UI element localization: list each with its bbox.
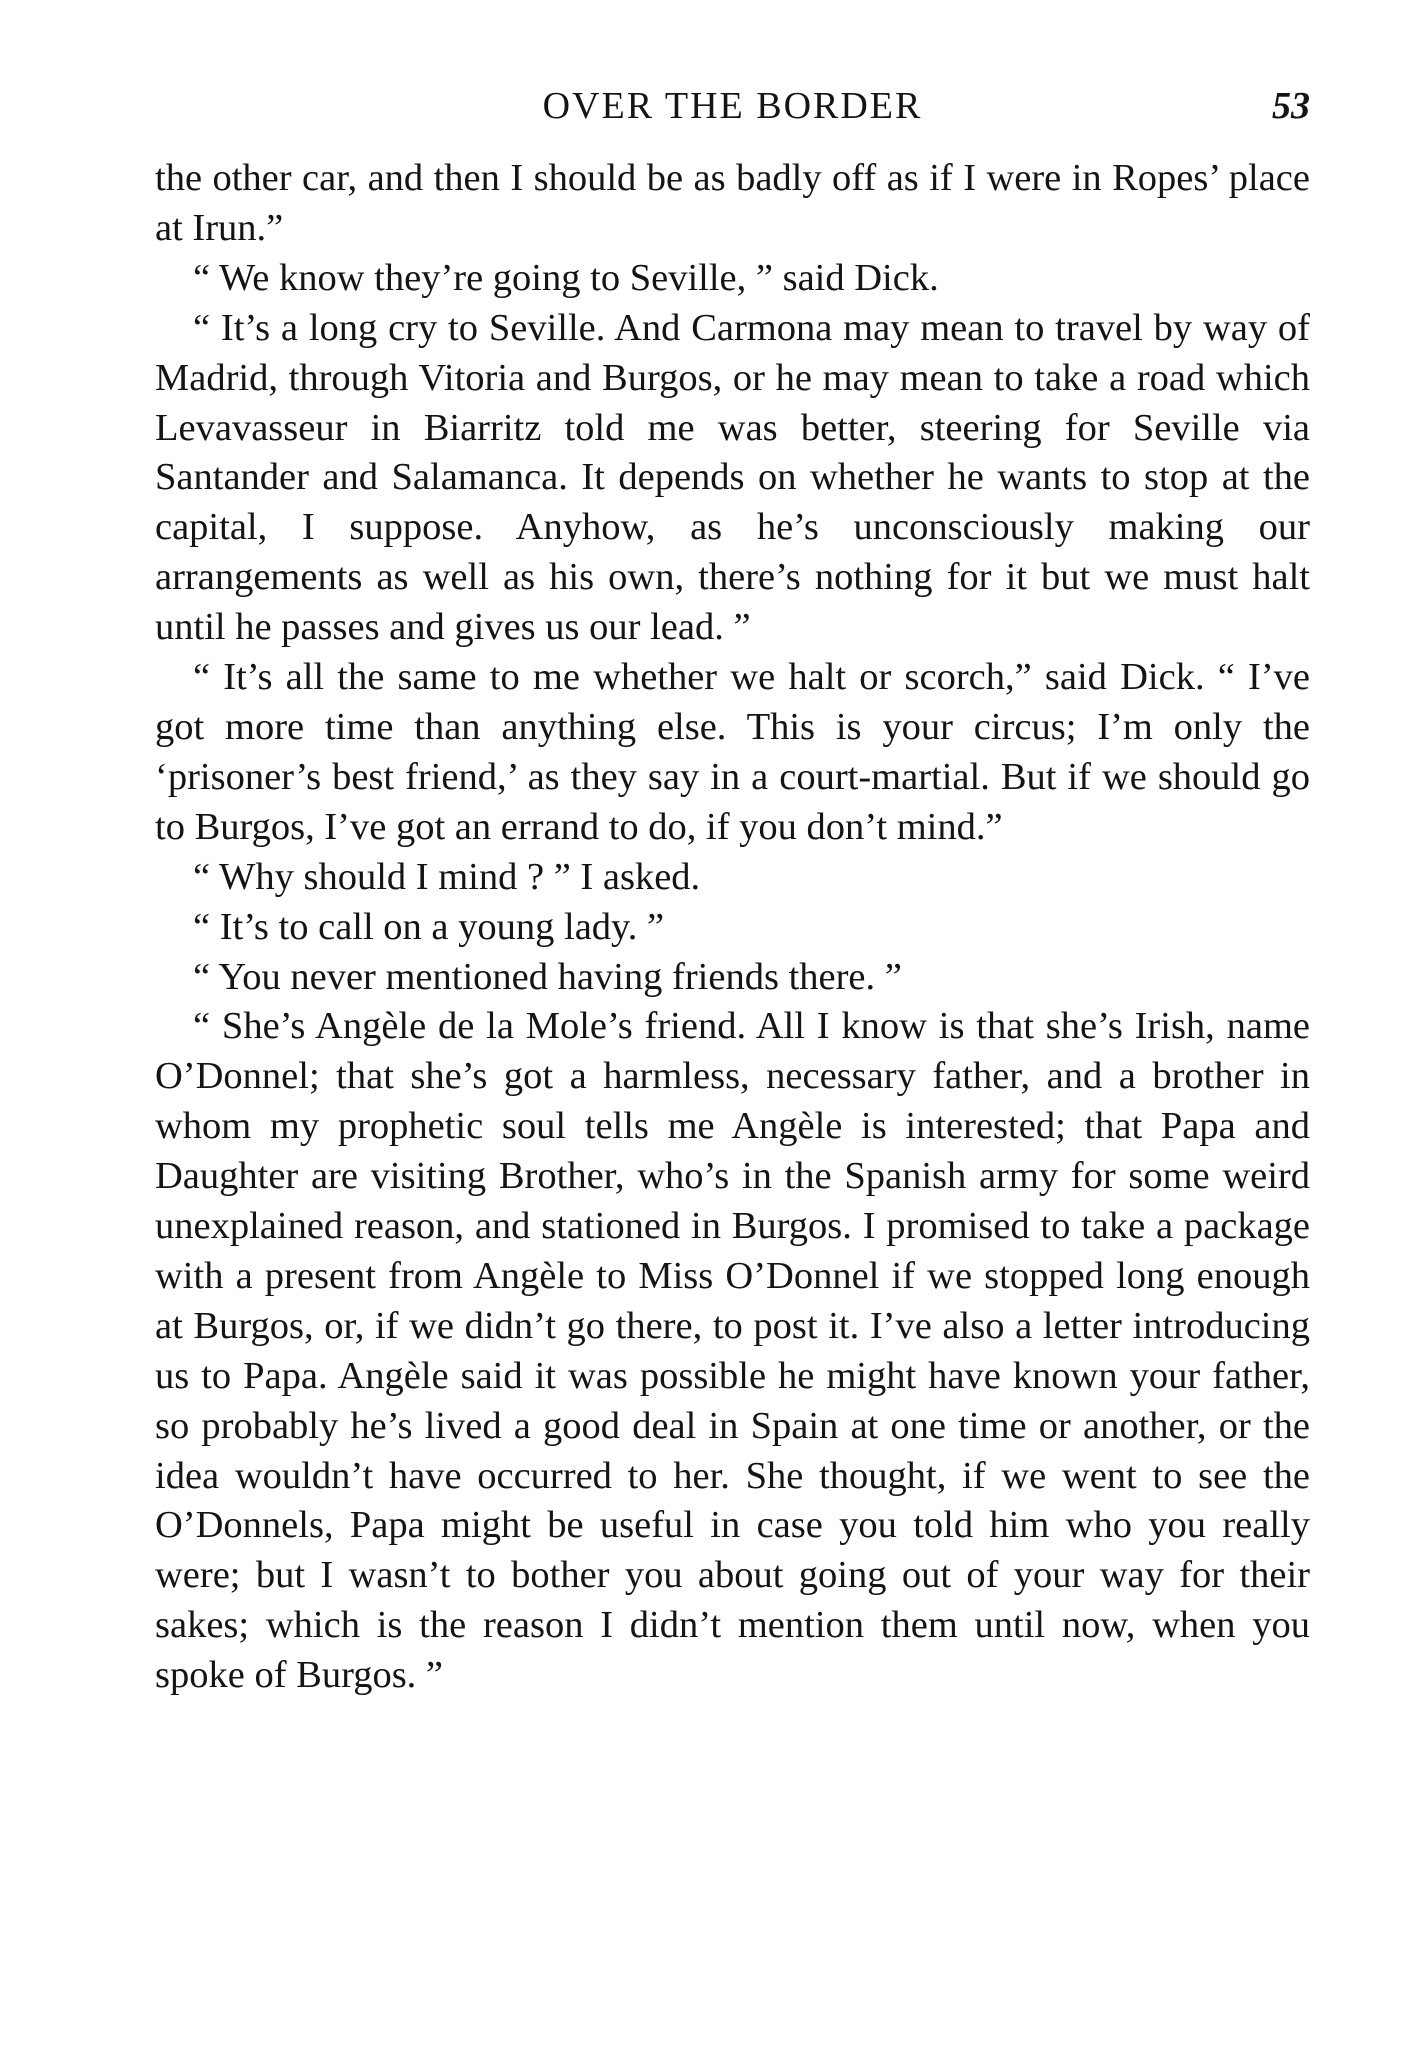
- paragraph-2: “ We know they’re going to Seville, ” said Dick.: [193, 256, 939, 299]
- paragraph-8: “ She’s Angèle de la Mole’s friend. All I know is that she’s Irish, name O’Donnel; that she’s got a harmless, necessary father, and a brother in whom my prophetic soul tells me Angèle is interested; that Papa and Daughter are visiting Brother, who’s in the Spanish army for some weird unexplained reason, and stationed in Burgos. I promised to take a package with a present from Angèle to Miss O’Donnel if we stopped long enough at Burgos, or, if we didn’t go there, to post it. I’ve also a letter introducing us to Papa. Angèle said it was possible he might have known your father, so probably he’s lived a good deal in Spain at one time or another, or the idea wouldn’t have occurred to her. She thought, if we went to see the O’Donnels, Papa might be useful in case you told him who you really were; but I wasn’t to bother you about going out of your way for their sakes; which is the reason I didn’t mention them until now, when you spoke of Burgos. ”: [155, 1005, 1310, 1697]
- paragraph-7: “ You never mentioned having friends there. ”: [193, 955, 902, 998]
- paragraph-6: “ It’s to call on a young lady. ”: [193, 905, 665, 948]
- paragraph-4: “ It’s all the same to me whether we halt or scorch,” said Dick. “ I’ve got more time than anything else. This is your circus; I’m only the ‘prisoner’s best friend,’ as they say in a court-martial. But if we should go to Burgos, I’ve got an errand to do, if you don’t mind.”: [155, 656, 1310, 848]
- running-head: OVER THE BORDER: [542, 85, 923, 127]
- page-number: 53: [1272, 85, 1310, 127]
- paragraph-1: the other car, and then I should be as badly off as if I were in Ropes’ place at Irun.”: [155, 157, 1310, 249]
- paragraph-5: “ Why should I mind ? ” I asked.: [193, 855, 701, 898]
- page-header: [155, 78, 1310, 134]
- body-text: [155, 154, 1310, 1701]
- paragraph-3: “ It’s a long cry to Seville. And Carmona may mean to travel by way of Madrid, through Vitoria and Burgos, or he may mean to take a road which Levavasseur in Biarritz told me was better, steering for Seville via Santander and Salamanca. It depends on whether he wants to stop at the capital, I suppose. Anyhow, as he’s unconsciously making our arrangements as well as his own, there’s nothing for it but we must halt until he passes and gives us our lead. ”: [155, 306, 1310, 649]
